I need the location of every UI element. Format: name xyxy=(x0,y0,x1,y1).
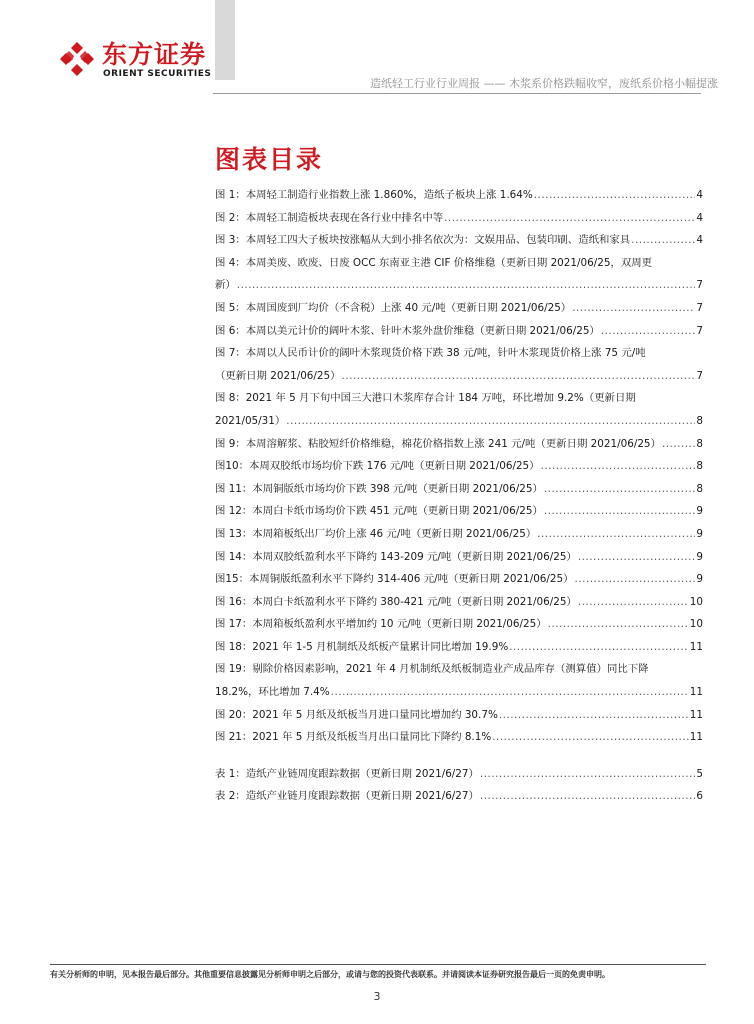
figure-entry-page: 11 xyxy=(689,640,703,653)
section-gap xyxy=(215,749,703,763)
figure-entry-label: 图 11：本周铜版纸市场均价下跌 398 元/吨（更新日期 2021/06/25） xyxy=(215,482,543,495)
leader-dots xyxy=(572,297,695,320)
figure-entry[interactable] xyxy=(215,591,703,614)
leader-dots xyxy=(578,591,689,614)
figure-entry-row xyxy=(215,613,703,636)
figure-entry-label: 图 16：本周白卡纸盈利水平下降约 380-421 元/吨（更新日期 2021/06/25） xyxy=(215,595,577,608)
figure-entry-page: 7 xyxy=(696,324,703,337)
figure-entry-page: 7 xyxy=(696,279,703,292)
figure-entry[interactable] xyxy=(215,433,703,456)
figure-entry-label: 图 20：2021 年 5 月纸及纸板当月进口量同比增加约 30.7% xyxy=(215,708,498,721)
figure-entry-label: 图 13：本周箱板纸出厂均价上涨 46 元/吨（更新日期 2021/06/25） xyxy=(215,527,537,540)
leader-dots xyxy=(544,478,696,501)
figure-entry-row xyxy=(215,455,703,478)
leader-dots xyxy=(541,455,696,478)
figure-entry[interactable] xyxy=(215,636,703,659)
table-entry[interactable] xyxy=(215,785,703,808)
leader-dots xyxy=(286,410,695,433)
figure-entry-row xyxy=(215,207,703,230)
figure-entry-page: 9 xyxy=(696,550,703,563)
figure-entry-row xyxy=(215,591,703,614)
figure-entry-label: 图 5：本周国废到厂均价（不含税）上涨 40 元/吨（更新日期 2021/06/25） xyxy=(215,301,572,314)
figure-entry[interactable] xyxy=(215,455,703,478)
figure-entry[interactable] xyxy=(215,207,703,230)
figure-entry[interactable] xyxy=(215,500,703,523)
figure-entry-page: 8 xyxy=(696,414,703,427)
figure-entry-row xyxy=(215,274,703,297)
leader-dots xyxy=(544,500,696,523)
figure-entry[interactable] xyxy=(215,523,703,546)
figure-entry[interactable] xyxy=(215,546,703,569)
figure-entry-page: 9 xyxy=(696,527,703,540)
figure-entry[interactable] xyxy=(215,613,703,636)
figure-entry-label: 图 9：本周溶解浆、粘胶短纤价格维稳，棉花价格指数上涨 241 元/吨（更新日期 2021/06/25） xyxy=(215,437,661,450)
table-list xyxy=(215,763,703,808)
orient-logo-icon xyxy=(58,40,96,78)
table-entry-page: 5 xyxy=(696,767,703,780)
figure-entry-label: 图 4：本周美废、欧废、日废 OCC 东南亚主港 CIF 价格维稳（更新日期 2021/06/25，双周更 xyxy=(215,256,653,269)
figure-entry-label: 图 17：本周箱板纸盈利水平增加约 10 元/吨（更新日期 2021/06/25） xyxy=(215,618,547,631)
figure-entry-row xyxy=(215,523,703,546)
brand-name-cn: 东方证券 xyxy=(102,40,207,69)
figure-entry[interactable] xyxy=(215,229,703,252)
figure-entry-page: 4 xyxy=(696,211,703,224)
figure-entry[interactable] xyxy=(215,184,703,207)
table-entry-row xyxy=(215,785,703,808)
leader-dots xyxy=(575,568,696,591)
figure-entry-label: 图 12：本周白卡纸市场均价下跌 451 元/吨（更新日期 2021/06/25） xyxy=(215,505,543,518)
table-entry-row xyxy=(215,763,703,786)
leader-dots xyxy=(509,636,689,659)
figure-entry-page: 10 xyxy=(689,618,703,631)
figure-entry-page: 7 xyxy=(696,301,703,314)
leader-dots xyxy=(480,763,695,786)
leader-dots xyxy=(537,523,695,546)
figure-entry-continuation: 新） xyxy=(215,279,236,292)
page-title: 图表目录 xyxy=(215,145,324,174)
figure-entry-label: 图 2：本周轻工制造板块表现在各行业中排名中等 xyxy=(215,211,444,224)
figure-entry-page: 9 xyxy=(696,573,703,586)
figure-entry[interactable] xyxy=(215,658,703,703)
figure-entry[interactable] xyxy=(215,387,703,432)
leader-dots xyxy=(342,365,696,388)
leader-dots xyxy=(499,704,689,727)
figure-entry-label: 图 19：剔除价格因素影响，2021 年 4 月机制纸及纸板制造业产成品库存（测算值）同比下降 xyxy=(215,663,649,676)
table-of-contents xyxy=(215,184,703,808)
brand-logo xyxy=(58,40,223,85)
leader-dots xyxy=(444,207,695,230)
figure-entry-page: 10 xyxy=(689,595,703,608)
figure-entry-page: 4 xyxy=(696,234,703,247)
leader-dots xyxy=(578,546,696,569)
figure-entry-label: 图 18：2021 年 1-5 月机制纸及纸板产量累计同比增加 19.9% xyxy=(215,640,509,653)
leader-dots xyxy=(492,726,689,749)
figure-entry-row xyxy=(215,365,703,388)
leader-dots xyxy=(534,184,696,207)
figure-entry-page: 11 xyxy=(689,708,703,721)
leader-dots xyxy=(237,274,696,297)
table-entry-label: 表 2：造纸产业链月度跟踪数据（更新日期 2021/6/27） xyxy=(215,790,479,803)
figure-entry-label: 图 6：本周以美元计价的阔叶木浆、针叶木浆外盘价维稳（更新日期 2021/06/25） xyxy=(215,324,600,337)
figure-entry-page: 8 xyxy=(696,460,703,473)
figure-entry-row xyxy=(215,636,703,659)
figure-entry-row xyxy=(215,433,703,456)
figure-entry-row xyxy=(215,500,703,523)
figure-entry-row xyxy=(215,229,703,252)
figure-entry[interactable] xyxy=(215,704,703,727)
figure-entry[interactable] xyxy=(215,726,703,749)
figure-entry-row xyxy=(215,478,703,501)
table-entry-page: 6 xyxy=(696,790,703,803)
figure-entry-row xyxy=(215,297,703,320)
figure-entry-row xyxy=(215,704,703,727)
figure-entry-label: 图10：本周双胶纸市场均价下跌 176 元/吨（更新日期 2021/06/25） xyxy=(215,460,540,473)
figure-entry-page: 9 xyxy=(696,505,703,518)
figure-entry-continuation: 2021/05/31） xyxy=(215,414,286,427)
figure-entry[interactable] xyxy=(215,320,703,343)
figure-entry-label: 图 7：本周以人民币计价的阔叶木浆现货价格下跌 38 元/吨，针叶木浆现货价格上涨 75 元/吨 xyxy=(215,347,646,360)
figure-entry-page: 4 xyxy=(696,189,703,201)
leader-dots xyxy=(601,320,696,343)
figure-entry-page: 8 xyxy=(696,482,703,495)
report-header-title: 造纸轻工行业行业周报 —— 木浆系价格跌幅收窄，废纸系价格小幅提涨 xyxy=(370,77,718,90)
table-entry[interactable] xyxy=(215,763,703,786)
figure-entry-page: 7 xyxy=(696,369,703,382)
figure-entry-label: 图 21：2021 年 5 月纸及纸板当月出口量同比下降约 8.1% xyxy=(215,731,492,744)
figure-entry-continuation: 18.2%，环比增加 7.4% xyxy=(215,686,330,699)
leader-dots xyxy=(662,433,695,456)
figure-entry[interactable] xyxy=(215,478,703,501)
figure-entry-row xyxy=(215,320,703,343)
footer-disclaimer: 有关分析师的申明，见本报告最后部分。其他重要信息披露见分析师申明之后部分，或请与您的投资代表联系。并请阅读本证券研究报告最后一页的免责申明。 xyxy=(50,970,610,979)
figure-entry-continuation: （更新日期 2021/06/25） xyxy=(215,369,341,382)
figure-entry-row xyxy=(215,546,703,569)
leader-dots xyxy=(631,229,695,252)
figure-entry-row xyxy=(215,410,703,433)
brand-name-en: ORIENT SECURITIES xyxy=(103,69,212,79)
figure-entry-row xyxy=(215,184,703,207)
figure-entry-label: 图 14：本周双胶纸盈利水平下降约 143-209 元/吨（更新日期 2021/06/25） xyxy=(215,550,577,563)
figure-entry[interactable] xyxy=(215,342,703,387)
page-number: 3 xyxy=(373,990,381,1003)
figure-entry-page: 11 xyxy=(689,686,703,699)
figure-entry-row xyxy=(215,681,703,704)
figure-list xyxy=(215,184,703,749)
footer-divider xyxy=(50,964,706,965)
figure-entry[interactable] xyxy=(215,297,703,320)
header-divider xyxy=(213,93,701,94)
figure-entry-page: 11 xyxy=(689,731,703,744)
figure-entry-label: 图15：本周铜版纸盈利水平下降约 314-406 元/吨（更新日期 2021/06/25） xyxy=(215,573,574,586)
leader-dots xyxy=(331,681,689,704)
figure-entry-row xyxy=(215,568,703,591)
figure-entry-row xyxy=(215,726,703,749)
figure-entry-label: 图 3：本周轻工四大子板块按涨幅从大到小排名依次为：文娱用品、包装印刷、造纸和家具 xyxy=(215,234,631,247)
table-entry-label: 表 1：造纸产业链周度跟踪数据（更新日期 2021/6/27） xyxy=(215,767,479,780)
figure-entry-label: 图 1：本周轻工制造行业指数上涨 1.860%，造纸子板块上涨 1.64% xyxy=(215,189,533,201)
leader-dots xyxy=(480,785,695,808)
leader-dots xyxy=(548,613,689,636)
figure-entry-page: 8 xyxy=(696,437,703,450)
figure-entry[interactable] xyxy=(215,568,703,591)
figure-entry-label: 图 8：2021 年 5 月下旬中国三大港口木浆库存合计 184 万吨，环比增加 9.2%（更新日期 xyxy=(215,392,636,405)
figure-entry[interactable] xyxy=(215,252,703,297)
